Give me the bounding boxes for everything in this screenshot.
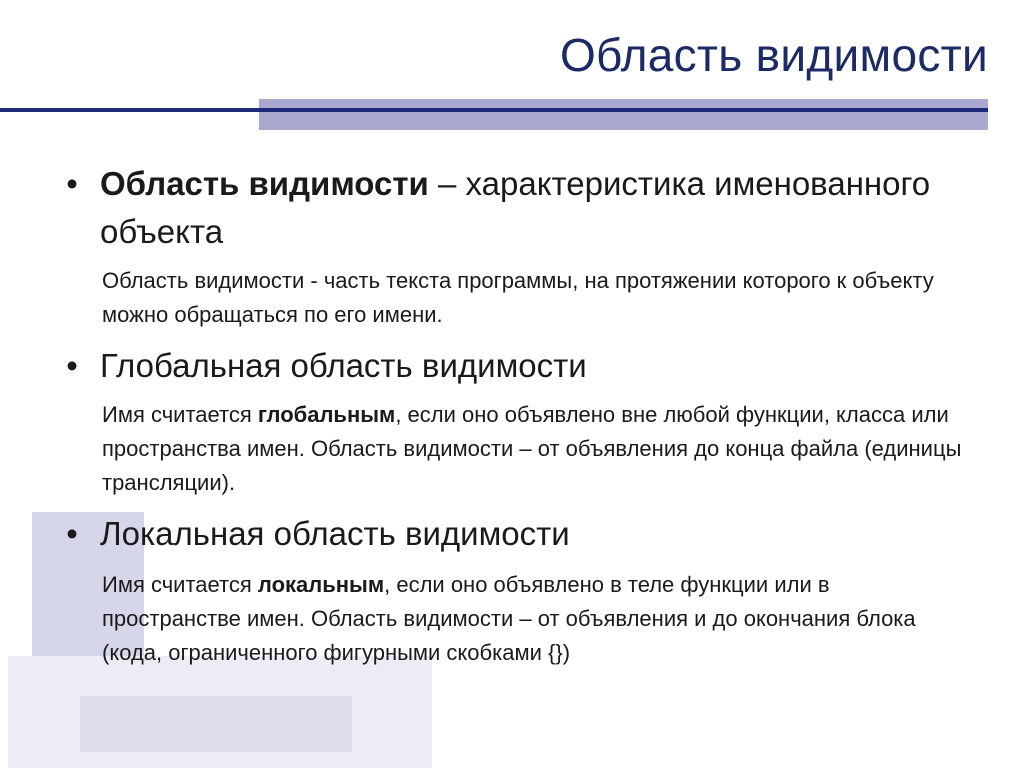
desc-bold: глобальным xyxy=(257,402,396,427)
bullet-item xyxy=(62,160,982,256)
header-band xyxy=(259,99,988,130)
bullet-dot: • xyxy=(66,347,78,384)
desc-text: , если оно объявлено вне любой функции, класса или пространства имен. Область видимости – от объявления до конца файла (единицы трансляции). xyxy=(102,402,962,495)
header-rule xyxy=(0,108,988,112)
bullet-description xyxy=(102,568,962,670)
bullet-item xyxy=(62,342,982,390)
bullet-dot: • xyxy=(66,165,78,202)
desc-bold: локальным xyxy=(257,572,385,597)
bullet-description: Область видимости - часть текста программы, на протяжении которого к объекту можно обращаться по его имени. xyxy=(102,268,934,327)
desc-text: Имя считается xyxy=(102,572,258,597)
slide-title: Область видимости xyxy=(559,29,988,81)
bullet-dot: • xyxy=(66,515,78,552)
bullet-text: – характеристика именованного объекта xyxy=(100,165,931,250)
desc-text: , если оно объявлено в теле функции или в пространстве имен. Область видимости – от объявления и до окончания блока (кода, ограниченного фигурными скобками {}) xyxy=(102,572,916,665)
desc-text: Имя считается xyxy=(102,402,258,427)
bullet-item xyxy=(62,510,982,558)
decorative-block xyxy=(80,696,352,752)
bullet-text: Глобальная область видимости xyxy=(100,347,587,384)
slide-content xyxy=(62,160,982,670)
bullet-text: Локальная область видимости xyxy=(100,515,570,552)
bullet-description xyxy=(102,398,962,500)
term-bold: Область видимости xyxy=(100,165,429,202)
